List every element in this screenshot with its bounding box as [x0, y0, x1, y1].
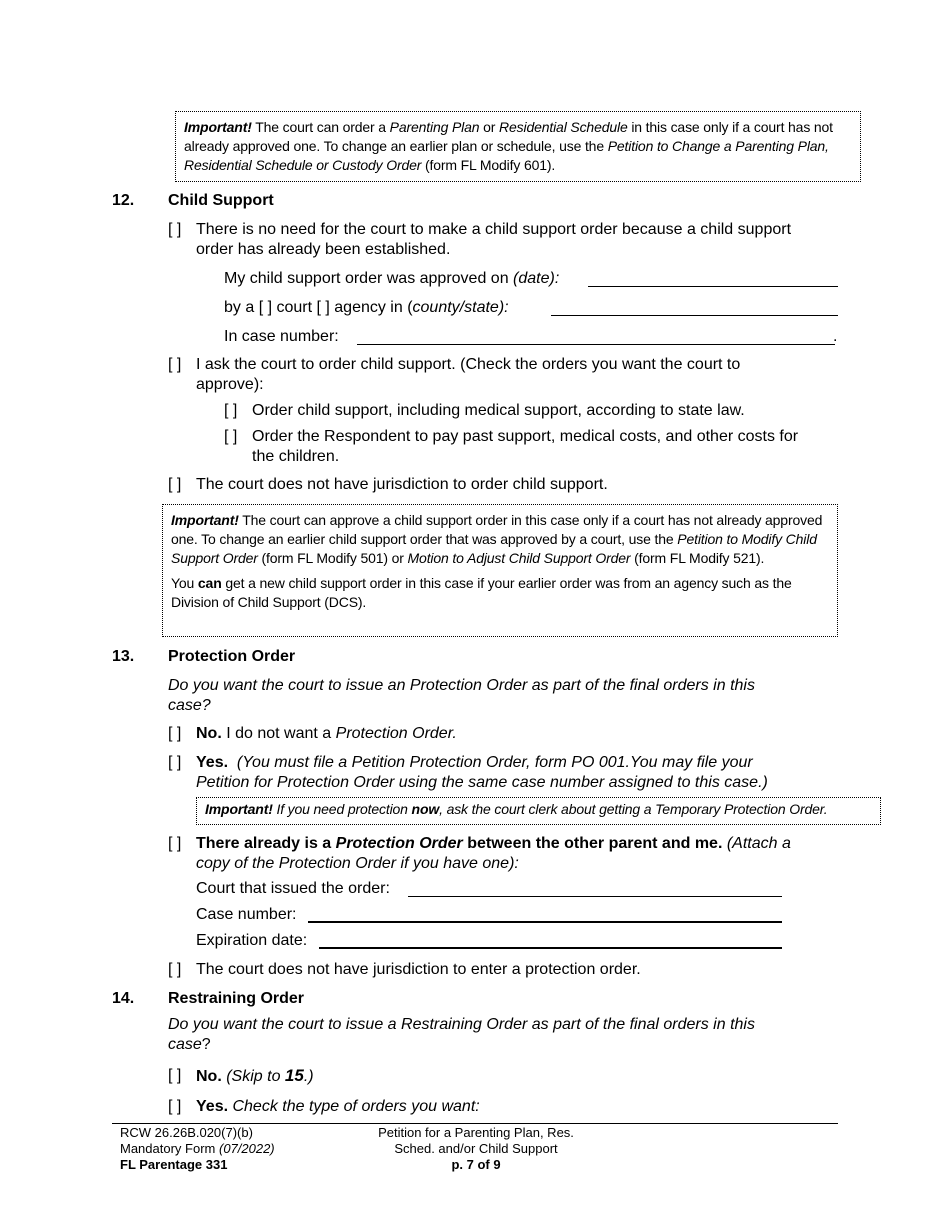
option-restraining-yes: Yes. Check the type of orders you want: — [196, 1098, 480, 1115]
checkbox-protection-yes[interactable]: [ ] — [168, 754, 182, 771]
section-12-number: 12. — [112, 192, 135, 209]
checkbox-protection-exists[interactable]: [ ] — [168, 835, 182, 852]
important-label: Important! — [205, 801, 273, 817]
section-14-number: 14. — [112, 990, 135, 1007]
protection-order-question: Do you want the court to issue an Protection Order as part of the final orders in this case? — [168, 677, 755, 714]
footer-rule — [112, 1123, 838, 1124]
section-13-number: 13. — [112, 648, 135, 665]
checkbox-no-jurisdiction-support[interactable]: [ ] — [168, 476, 182, 493]
section-13-title: Protection Order — [168, 648, 296, 665]
protection-case-number-field[interactable] — [308, 921, 782, 923]
approved-date-field[interactable] — [588, 286, 838, 287]
option-no-jurisdiction-support: The court does not have jurisdiction to order child support. — [196, 476, 608, 493]
checkbox-restraining-yes[interactable]: [ ] — [168, 1098, 182, 1115]
option-no-need-child-support: There is no need for the court to make a child support order because a child support order has already been established. — [196, 221, 792, 258]
court-issued-label: Court that issued the order: — [196, 880, 390, 897]
footer-left — [120, 1125, 275, 1173]
section-12-title: Child Support — [168, 192, 274, 209]
checkbox-no-need-child-support[interactable]: [ ] — [168, 221, 182, 238]
section-14-title: Restraining Order — [168, 990, 305, 1007]
checkbox-order-child-support[interactable]: [ ] — [224, 402, 238, 419]
important-label: Important! — [171, 512, 239, 528]
important-note-child-support: Important! The court can approve a child support order in this case only if a court has not already approved one. To change an earlier child support order that was approved by a court, use the Petition to Modify Child Support Order (form FL Modify 501) or Motion to Adjust Child Support Order (form FL Modify 521). You can get a new child support order in this case if your earlier order was from an agency such as the Division of Child Support (DCS). — [162, 504, 838, 637]
footer-page-number: p. 7 of 9 — [451, 1157, 501, 1172]
footer-center — [340, 1125, 612, 1173]
case-number-label: In case number: — [224, 328, 339, 345]
option-no-jurisdiction-protection: The court does not have jurisdiction to enter a protection order. — [196, 961, 641, 978]
option-protection-yes: Yes. (You must file a Petition Protection Order, form PO 001.You may file your Petition for Protection Order using the same case number assigned to this case.) — [196, 754, 768, 791]
footer-mandatory: Mandatory Form (07/2022) — [120, 1141, 275, 1156]
footer-title-line2: Sched. and/or Child Support — [394, 1141, 558, 1156]
by-court-agency-label[interactable]: by a [ ] court [ ] agency in (county/state): — [224, 299, 509, 316]
protection-case-number-label: Case number: — [196, 906, 297, 923]
option-protection-exists: There already is a Protection Order between the other parent and me. (Attach a copy of the Protection Order if you have one): — [196, 835, 791, 872]
expiration-date-field[interactable] — [319, 947, 782, 949]
option-restraining-no: No. (Skip to 15.) — [196, 1066, 314, 1085]
checkbox-no-jurisdiction-protection[interactable]: [ ] — [168, 961, 182, 978]
footer-rcw: RCW 26.26B.020(7)(b) — [120, 1125, 253, 1140]
county-state-field[interactable] — [551, 315, 838, 316]
footer-title-line1: Petition for a Parenting Plan, Res. — [378, 1125, 574, 1140]
expiration-date-label: Expiration date: — [196, 932, 308, 949]
important-label: Important! — [184, 119, 252, 135]
approved-on-label: My child support order was approved on (date): — [224, 270, 560, 287]
footer-form-id: FL Parentage 331 — [120, 1157, 228, 1172]
checkbox-protection-no[interactable]: [ ] — [168, 725, 182, 742]
option-ask-child-support: I ask the court to order child support. (Check the orders you want the court to approve): — [196, 356, 741, 393]
restraining-order-question: Do you want the court to issue a Restraining Order as part of the final orders in this case? — [168, 1016, 755, 1053]
important-note-parenting-plan: Important! The court can order a Parenting Plan or Residential Schedule in this case only if a court has not already approved one. To change an earlier plan or schedule, use the Petition to Change a Parenting Plan, Residential Schedule or Custody Order (form FL Modify 601). — [175, 111, 861, 182]
sub-option-past-support: Order the Respondent to pay past support, medical costs, and other costs for the children. — [252, 428, 799, 465]
important-note-protection: Important! If you need protection now, ask the court clerk about getting a Temporary Protection Order. — [196, 797, 881, 825]
checkbox-restraining-no[interactable]: [ ] — [168, 1067, 182, 1084]
checkbox-past-support[interactable]: [ ] — [224, 428, 238, 445]
checkbox-ask-child-support[interactable]: [ ] — [168, 356, 182, 373]
case-number-field[interactable] — [357, 344, 835, 345]
sub-option-order-child-support: Order child support, including medical support, according to state law. — [252, 402, 745, 419]
court-issued-field[interactable] — [408, 896, 782, 897]
option-protection-no: No. I do not want a Protection Order. — [196, 725, 457, 742]
